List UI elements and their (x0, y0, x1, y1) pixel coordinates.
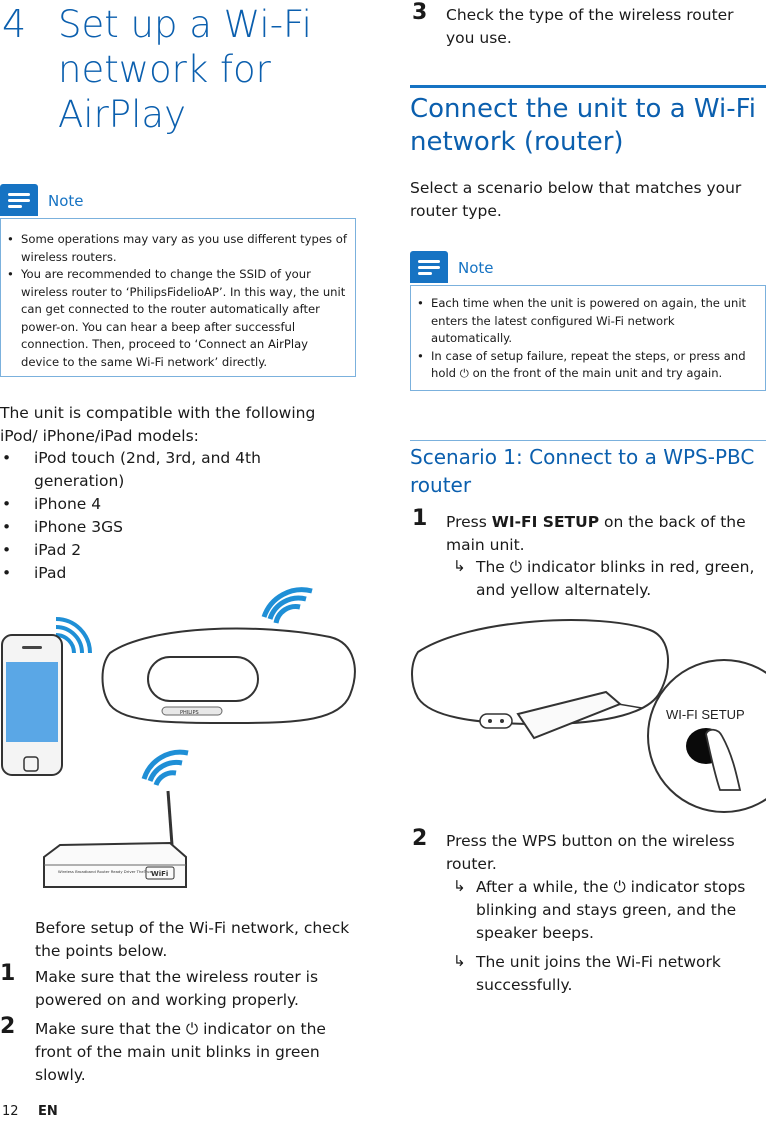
power-icon: ⏻ (509, 558, 523, 576)
note-list (1, 231, 347, 371)
step-text: Press WI-FI SETUP on the back of the main unit. (446, 513, 746, 554)
note-box (410, 285, 766, 391)
note-label: Note (458, 259, 494, 277)
wifi-setup-label: WI-FI SETUP (666, 707, 745, 722)
result-text: The unit joins the Wi-Fi network successfully. (476, 953, 721, 994)
note-list (411, 295, 757, 383)
scenario-title: Scenario 1: Connect to a WPS-PBC router (410, 445, 755, 497)
note-item: • Each time when the unit is powered on again, the unit enters the latest configured Wi-Fi network automatically. (411, 295, 757, 348)
section-rule (410, 85, 766, 88)
step-text: Make sure that the ⏻ indicator on the front of the main unit blinks in green slowly. (35, 1020, 326, 1084)
key-label: WI-FI SETUP (491, 513, 600, 531)
chapter-number: 4 (2, 2, 27, 46)
power-icon: ⏻ (185, 1020, 199, 1038)
note-icon (410, 251, 448, 283)
section-intro: Select a scenario below that matches your router type. (410, 179, 742, 220)
compat-intro: The unit is compatible with the following iPod/ iPhone/iPad models: (0, 404, 316, 445)
chapter-title: Set up a Wi-Fi network for AirPlay (58, 3, 312, 136)
speaker-brand: PHILIPS (180, 710, 199, 716)
step-text: Check the type of the wireless router you use. (446, 6, 734, 47)
power-icon: ⏻ (459, 366, 469, 380)
router-image (44, 791, 186, 887)
power-icon: ⏻ (613, 878, 626, 896)
setup-intro: Before setup of the Wi-Fi network, check the points below. (35, 919, 350, 960)
step-number: 2 (0, 1014, 16, 1039)
step-number: 2 (412, 826, 428, 851)
result-arrow-icon: ↳ (453, 877, 466, 895)
step-number: 3 (412, 0, 428, 25)
wifi-signal-icon (144, 752, 188, 785)
wifi-signal-icon (264, 590, 312, 623)
speaker-back-image (412, 620, 668, 738)
note-box (0, 218, 356, 377)
note-item: • In case of setup failure, repeat the steps, or press and hold ⏻ on the front of the main unit and try again. (411, 348, 757, 383)
section-title: Connect the unit to a Wi-Fi network (router) (410, 94, 756, 157)
result-arrow-icon: ↳ (453, 557, 466, 575)
wifi-setup-illustration (410, 612, 766, 810)
step-text: Make sure that the wireless router is powered on and working properly. (35, 968, 319, 1009)
zoom-circle (648, 660, 766, 812)
model-item: • iPad 2 (0, 539, 350, 562)
speaker-image (103, 629, 355, 723)
model-item: • iPhone 3GS (0, 516, 350, 539)
section-rule (410, 440, 766, 441)
model-list (0, 447, 350, 585)
note-item: • You are recommended to change the SSID of your wireless router to ‘PhilipsFidelioAP’. In this way, the unit can get connected to the router automatically after power-on. You can hear a beep after successful connection. Then, proceed to ‘Connect an AirPlay device to the same Wi-Fi network’ directly. (1, 266, 347, 371)
note-right (410, 251, 766, 392)
model-item: • iPhone 4 (0, 493, 350, 516)
note-label: Note (48, 192, 84, 210)
result-text: The ⏻ indicator blinks in red, green, and yellow alternately. (476, 558, 755, 599)
wifi-badge: WiFi (151, 870, 169, 878)
step-text: Press the WPS button on the wireless router. (446, 832, 735, 873)
router-label: Wireless Broadband Router Ready Driver TheTrue (58, 869, 152, 874)
model-item: • iPad (0, 562, 350, 585)
step-number: 1 (412, 506, 428, 531)
iphone-image (2, 635, 62, 775)
note-item: • Some operations may vary as you use different types of wireless routers. (1, 231, 347, 266)
result-text: After a while, the ⏻ indicator stops blinking and stays green, and the speaker beeps. (476, 878, 746, 942)
result-arrow-icon: ↳ (453, 952, 466, 970)
note-icon (0, 184, 38, 216)
language-code: EN (38, 1104, 58, 1119)
page-number: 12 (2, 1104, 19, 1119)
step-number: 1 (0, 961, 16, 986)
model-item: • iPod touch (2nd, 3rd, and 4th generation) (0, 447, 350, 493)
setup-illustration (0, 595, 360, 905)
note-left (0, 184, 356, 378)
